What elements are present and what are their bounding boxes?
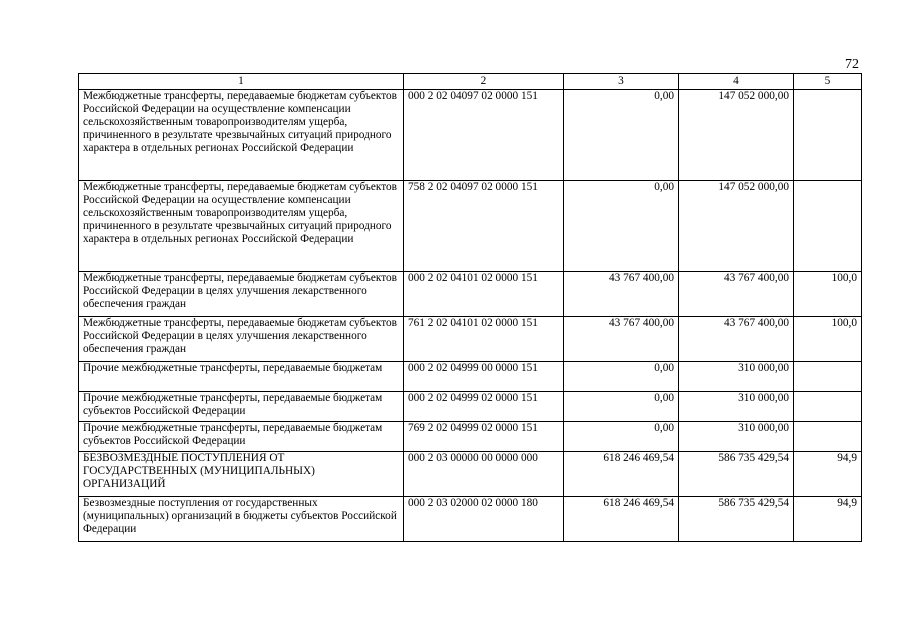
column-header-5: 5 xyxy=(794,74,862,90)
column-header-4: 4 xyxy=(679,74,794,90)
row-value-col4: 586 735 429,54 xyxy=(679,497,794,542)
row-value-col3: 0,00 xyxy=(564,181,679,272)
row-value-col3: 0,00 xyxy=(564,392,679,422)
row-name: Межбюджетные трансферты, передаваемые бюджетам субъектов Российской Федерации в целях улучшения лекарственного обеспечения граждан xyxy=(79,317,404,362)
row-value-col4: 310 000,00 xyxy=(679,362,794,392)
row-code: 769 2 02 04999 02 0000 151 xyxy=(404,422,564,452)
row-value-col4: 43 767 400,00 xyxy=(679,317,794,362)
row-code: 000 2 02 04101 02 0000 151 xyxy=(404,272,564,317)
table-row xyxy=(79,452,862,497)
row-code: 758 2 02 04097 02 0000 151 xyxy=(404,181,564,272)
row-name: Безвозмездные поступления от государственных (муниципальных) организаций в бюджеты субъектов Российской Федерации xyxy=(79,497,404,542)
table-row xyxy=(79,497,862,542)
row-name: Межбюджетные трансферты, передаваемые бюджетам субъектов Российской Федерации на осуществление компенсации сельскохозяйственным товаропроизводителям ущерба, причиненного в результате чрезвычайных ситуаций природного характера в отдельных регионах Российской Федерации xyxy=(79,90,404,181)
row-value-col4: 147 052 000,00 xyxy=(679,90,794,181)
header-row xyxy=(79,74,862,90)
row-value-col5 xyxy=(794,181,862,272)
table-row xyxy=(79,317,862,362)
row-value-col3: 0,00 xyxy=(564,422,679,452)
row-code: 000 2 03 00000 00 0000 000 xyxy=(404,452,564,497)
column-header-2: 2 xyxy=(404,74,564,90)
row-value-col3: 43 767 400,00 xyxy=(564,272,679,317)
row-value-col3: 43 767 400,00 xyxy=(564,317,679,362)
row-value-col5 xyxy=(794,90,862,181)
row-code: 000 2 03 02000 02 0000 180 xyxy=(404,497,564,542)
row-value-col3: 0,00 xyxy=(564,90,679,181)
row-value-col3: 618 246 469,54 xyxy=(564,452,679,497)
budget-table xyxy=(78,73,862,542)
row-value-col4: 310 000,00 xyxy=(679,422,794,452)
row-name: Прочие межбюджетные трансферты, передаваемые бюджетам субъектов Российской Федерации xyxy=(79,392,404,422)
row-value-col5 xyxy=(794,422,862,452)
row-code: 761 2 02 04101 02 0000 151 xyxy=(404,317,564,362)
table-row xyxy=(79,272,862,317)
table-row xyxy=(79,392,862,422)
row-value-col4: 310 000,00 xyxy=(679,392,794,422)
row-code: 000 2 02 04999 00 0000 151 xyxy=(404,362,564,392)
row-value-col5 xyxy=(794,362,862,392)
row-code: 000 2 02 04999 02 0000 151 xyxy=(404,392,564,422)
row-value-col5 xyxy=(794,392,862,422)
row-value-col5: 100,0 xyxy=(794,317,862,362)
table-row xyxy=(79,422,862,452)
row-value-col4: 147 052 000,00 xyxy=(679,181,794,272)
row-value-col5: 100,0 xyxy=(794,272,862,317)
row-name: Межбюджетные трансферты, передаваемые бюджетам субъектов Российской Федерации на осуществление компенсации сельскохозяйственным товаропроизводителям ущерба, причиненного в результате чрезвычайных ситуаций природного характера в отдельных регионах Российской Федерации xyxy=(79,181,404,272)
table-row xyxy=(79,90,862,181)
table-row xyxy=(79,181,862,272)
table-row xyxy=(79,362,862,392)
row-name: Прочие межбюджетные трансферты, передаваемые бюджетам xyxy=(79,362,404,392)
row-value-col3: 0,00 xyxy=(564,362,679,392)
row-code: 000 2 02 04097 02 0000 151 xyxy=(404,90,564,181)
row-value-col5: 94,9 xyxy=(794,497,862,542)
row-value-col5: 94,9 xyxy=(794,452,862,497)
row-value-col4: 43 767 400,00 xyxy=(679,272,794,317)
row-name: БЕЗВОЗМЕЗДНЫЕ ПОСТУПЛЕНИЯ ОТ ГОСУДАРСТВЕННЫХ (МУНИЦИПАЛЬНЫХ) ОРГАНИЗАЦИЙ xyxy=(79,452,404,497)
row-name: Межбюджетные трансферты, передаваемые бюджетам субъектов Российской Федерации в целях улучшения лекарственного обеспечения граждан xyxy=(79,272,404,317)
row-name: Прочие межбюджетные трансферты, передаваемые бюджетам субъектов Российской Федерации xyxy=(79,422,404,452)
row-value-col3: 618 246 469,54 xyxy=(564,497,679,542)
column-header-3: 3 xyxy=(564,74,679,90)
page-number: 72 xyxy=(845,57,859,72)
row-value-col4: 586 735 429,54 xyxy=(679,452,794,497)
column-header-1: 1 xyxy=(79,74,404,90)
